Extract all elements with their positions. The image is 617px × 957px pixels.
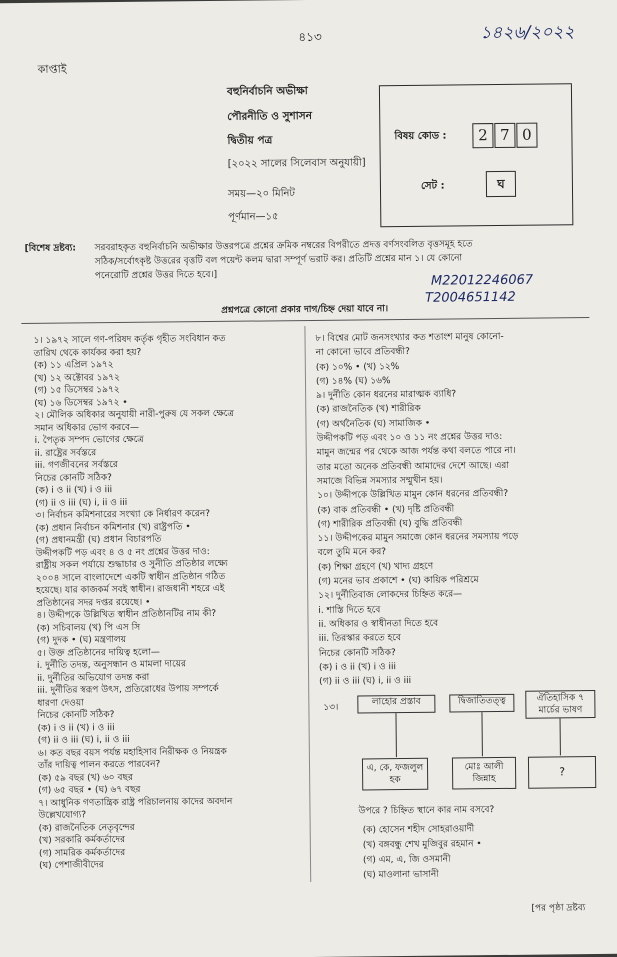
left-column-line: প্রতিষ্ঠানের সদর দপ্তর রয়েছে। •: [36, 597, 151, 609]
left-column-line: ২০০৪ সালে বাংলাদেশে একটি স্বাধীন প্রতিষ্ঠান গঠিত: [35, 571, 226, 584]
code-digit: 0: [516, 123, 537, 148]
right-column-line: উদ্দীপকটি পড় এবং ১০ ও ১১ নং প্রশ্নের উত্তর দাও:: [316, 432, 503, 445]
left-column-line: উদ্দীপকটি পড় এবং ৪ ও ৫ নং প্রশ্নের উত্তর দাও:: [35, 546, 210, 559]
flow-box-lahore: লাহোর প্রস্তাব: [357, 695, 435, 714]
divider: [21, 317, 589, 324]
left-column-line: (গ) দুদক • (ঘ) মন্ত্রণালয়: [36, 634, 127, 646]
flow-box-two-nation: দ্বিজাতিতত্ত্ব: [449, 694, 514, 713]
instruction-line: পনেরোটি প্রশ্নের উত্তর দিতে হবে।]: [94, 269, 218, 282]
set-value: ঘ: [486, 171, 516, 197]
left-column-line: ৩। নির্বাচন কমিশনারের সংখ্যা কে নির্ধারণ করেন?: [35, 509, 211, 521]
left-column-line: (খ) ১২ অক্টোবর ১৯৭২: [33, 372, 121, 384]
right-column-line: (গ) ii ও iii (ঘ) i, ii ও iii: [319, 676, 412, 688]
flow-arrow: [481, 712, 483, 756]
right-column-line: ১১। উদ্দীপকের মামুন সমাজে কোন ধরনের সমস্যায় পড়ে: [317, 531, 519, 545]
flow-box-fazlul-haq: এ, কে, ফজলুল হক: [362, 758, 428, 791]
left-column-line: (গ) ii ও iii (ঘ) i, ii ও iii: [37, 734, 130, 746]
left-column-line: i. পৈতৃক সম্পদ ভোগের ক্ষেত্রে: [34, 434, 144, 446]
left-column-line: ৫। উক্ত প্রতিষ্ঠানের দায়িত্ব হলো—: [36, 647, 160, 659]
right-column-line: iii. তিরস্কার করতে হবে: [318, 633, 401, 645]
left-column-line: (গ) ১৫ ডিসেম্বর ১৯৭২: [34, 384, 120, 396]
subject-code-cells: [472, 123, 542, 151]
syllabus-note: [২০২২ সালের সিলেবাস অনুযায়ী]: [227, 157, 366, 170]
code-digit: 7: [494, 123, 515, 148]
right-column-line: (ক) i ও ii (খ) i ও iii: [318, 661, 397, 673]
right-column-line: (ক) ১০% • (খ) ১২%: [315, 361, 400, 373]
q13-option: (খ) বঙ্গবন্ধু শেখ মুজিবুর রহমান •: [362, 839, 482, 851]
left-column-line: তারিখ থেকে কার্যকর করা হয়?: [33, 347, 142, 359]
right-column-line: i. শাস্তি দিতে হবে: [318, 604, 381, 616]
flow-box-7-march: ঐতিহাসিক ৭ মার্চের ভাষণ: [525, 690, 595, 719]
left-column-line: ii. রাষ্ট্রের সর্বস্তরে: [34, 447, 97, 459]
left-column-line: iii. গণজীবনের সর্বস্তরে: [34, 460, 118, 471]
left-column-line: ধারণা দেওয়া: [37, 697, 84, 709]
right-column-line: ১২। দুর্নীতিবাজ লোকদের চিহ্নিত করে—: [318, 589, 463, 602]
right-column-line: নিচের কোনটি সঠিক?: [318, 647, 396, 659]
q13-option: (ক) হোসেন শহীদ সোহরাওয়ার্দী: [362, 824, 475, 836]
time-limit: সময়—২০ মিনিট: [227, 188, 296, 200]
left-column-line: i. দুর্নীতি তদন্ত, অনুসন্ধান ও মামলা দায়ের: [36, 659, 187, 671]
right-column-line: (গ) শারীরিক প্রতিবন্ধী (ঘ) বুদ্ধি প্রতিবন্ধী: [317, 518, 463, 530]
left-column-line: (ক) সচিবালয় (খ) পি এস সি: [36, 622, 141, 634]
handwritten-id: M22012246067: [430, 272, 534, 289]
left-column-line: ৭। আধুনিক গণতান্ত্রিক রাষ্ট্র পরিচালনায় কাদের অবদান: [38, 796, 233, 809]
right-column-line: ৮। বিশ্বের মোট জনসংখ্যার কত শতাংশ মানুষ কোনো-: [315, 331, 504, 344]
set-label: সেট :: [420, 180, 445, 192]
left-column-line: (খ) সরকারি কর্মকর্তাদের: [38, 834, 126, 846]
left-column-line: ৬। কত বছর বয়স পর্যন্ত মহাহিসাব নিরীক্ষক ও নিয়ন্ত্রক: [37, 746, 227, 759]
left-column-line: (গ) ৬৫ বছর • (ঘ) ৬৭ বছর: [38, 784, 141, 796]
left-column-line: (ক) i ও ii (খ) i ও iii: [37, 722, 115, 734]
paper-code: ৪১৩: [298, 29, 322, 45]
left-column-line: (ঘ) ১৬ ডিসেম্বর ১৯৭২ •: [34, 397, 128, 409]
left-column-line: (ক) প্রধান নির্বাচন কমিশনার (খ) রাষ্ট্রপতি •: [35, 521, 191, 534]
instruction-line: সঠিক/সর্বোৎকৃষ্ট উত্তরের বৃত্তটি বল পয়েন্ট কলম দ্বারা সম্পূর্ণ ভরাট কর। প্রতিটি প্রশ্নের মান ১। যে কোনো: [94, 253, 463, 268]
left-column: [33, 332, 309, 872]
instruction-label: [বিশেষ দ্রষ্টব্য:: [24, 243, 76, 254]
left-column-line: ৪। উদ্দীপকে উল্লিখিত স্বাধীন প্রতিষ্ঠানটির নাম কী?: [36, 608, 217, 621]
left-column-line: সমান অধিকার ভোগ করবে—: [34, 422, 140, 434]
right-column-line: না কোনো ভাবে প্রতিবন্ধী?: [315, 347, 410, 359]
right-column-line: (গ) অর্থনৈতিক (ঘ) সামাজিক •: [316, 418, 431, 430]
left-column-line: ২। মৌলিক অধিকার অনুযায়ী নারী-পুরুষ যে সকল ক্ষেত্রে: [34, 408, 235, 421]
paper-number: দ্বিতীয় পত্র: [227, 134, 273, 147]
right-column-line: বলে তুমি মনে কর?: [317, 547, 387, 559]
left-column-line: তাঁর দায়িত্ব পালন করতে পারবেন?: [37, 759, 161, 771]
left-column-line: (গ) প্রধানমন্ত্রী (ঘ) প্রধান বিচারপতি: [35, 534, 162, 546]
subject-name: পৌরনীতি ও সুশাসন: [227, 109, 313, 123]
handwritten-id: T2004651142: [425, 289, 516, 306]
left-column-line: ১। ১৯৭২ সালে গণ-পরিষদ কর্তৃক গৃহীত সংবিধান কত: [33, 333, 226, 346]
q13-number: ১৩।: [323, 702, 339, 713]
right-column-line: (ক) রাজনৈতিক (খ) শারীরিক: [316, 404, 421, 416]
left-column-line: (ক) ৫৯ বছর (খ) ৬০ বছর: [38, 772, 133, 784]
flow-arrow: [560, 718, 562, 755]
right-column: [315, 329, 599, 689]
left-column-line: iii. দুর্নীতির স্বরূপ উৎস, প্রতিরোধের উপায় সম্পর্কে: [37, 683, 219, 696]
left-column-line: (ক) i ও ii (খ) i ও iii: [35, 485, 113, 496]
left-column-line: নিচের কোনটি সঠিক?: [34, 472, 112, 484]
right-column-line: সমাজে বিভিন্ন সমস্যার সম্মুখীন হয়।: [316, 475, 443, 487]
next-page-note: [পর পৃষ্ঠা দ্রষ্টব্য: [531, 903, 586, 914]
flow-box-unknown: ?: [528, 756, 596, 789]
right-column-line: (গ) মনের ভাব প্রকাশে • (ঘ) কায়িক পরিশ্রমে: [318, 575, 479, 587]
flow-box-jinnah: মোঃ আলী জিন্নাহ: [452, 757, 516, 790]
right-column-line: (ক) বাক প্রতিবন্ধী • (খ) দৃষ্টি প্রতিবন্ধী: [317, 504, 455, 516]
code-digit: 2: [472, 123, 493, 148]
right-column-line: (গ) ১৪% (ঘ) ১৬%: [315, 376, 391, 387]
q13-question: উপরে ? চিহ্নিত স্থানে কার নাম বসবে?: [358, 805, 495, 817]
exam-title: বহুনির্বাচনি অভীক্ষা: [226, 84, 308, 98]
right-column-line: মামুন জন্মের পর থেকে আজ পর্যন্ত কথা বলতে পারে না।: [316, 446, 516, 459]
flow-arrow: [395, 713, 397, 757]
left-column-line: হয়েছে। যার কাজকর্ম সবই স্বাধীন। রাজধানী শহরে এই: [36, 583, 225, 596]
subject-code-label: বিষয় কোড :: [394, 130, 447, 143]
code-box: [379, 83, 573, 227]
right-column-line: ১০। উদ্দীপকে উল্লিখিত মামুন কোন ধরনের প্রতিবন্ধী?: [317, 489, 509, 502]
q13-option: (গ) এম, এ, জি ওসমানী: [362, 854, 451, 866]
left-column-line: ii. দুর্নীতির অভিযোগ তদন্ত করা: [37, 672, 150, 684]
left-column-line: (ক) ১১ এপ্রিল ১৯৭২: [33, 360, 114, 371]
left-column-line: (গ) ii ও iii (ঘ) i, ii ও iii: [35, 497, 128, 509]
left-column-line: রাষ্ট্রীয় সকল পর্যায়ে শুদ্ধাচার ও সুনীতি প্রতিষ্ঠার লক্ষ্যে: [35, 558, 228, 571]
full-marks: পূর্ণমান—১৫: [228, 211, 279, 223]
left-column-line: (ঘ) পেশাজীবীদের: [38, 860, 104, 871]
left-column-line: (গ) সামরিক কর্মকর্তাদের: [38, 847, 126, 859]
no-mark-warning: প্রশ্নপত্রে কোনো প্রকার দাগ/চিহ্ন দেয়া যাবে না।: [221, 304, 389, 316]
instruction-line: সরবরাহকৃত বহুনির্বাচনি অভীক্ষার উত্তরপত্রে প্রশ্নের ক্রমিক নম্বরের বিপরীতে প্রদত্ত বর্ণসংবলিত বৃত্তসমূহ হতে: [94, 239, 473, 254]
district-name: কাপ্তাই: [37, 62, 67, 76]
handwritten-number: ১৪২৬/২০২২: [480, 22, 575, 44]
right-column-line: ii. অধিকার ও স্বাধীনতা দিতে হবে: [318, 618, 439, 630]
left-column-line: নিচের কোনটি সঠিক?: [37, 710, 115, 721]
q13-option: (ঘ) মাওলানা ভাসানী: [363, 869, 439, 881]
right-column-line: (ক) শিক্ষা গ্রহণে (খ) খাদ্য গ্রহণে: [317, 561, 434, 573]
left-column-line: (ক) রাজনৈতিক নেতৃবৃন্দের: [38, 822, 135, 834]
right-column-line: ৯। দুর্নীতি কোন ধরনের মারাত্মক ব্যাধি?: [316, 389, 457, 402]
left-column-line: উল্লেখযোগ্য?: [38, 810, 87, 821]
right-column-line: তার মতো অনেক প্রতিবন্ধী আমাদের দেশে আছে। এরা: [316, 460, 510, 473]
